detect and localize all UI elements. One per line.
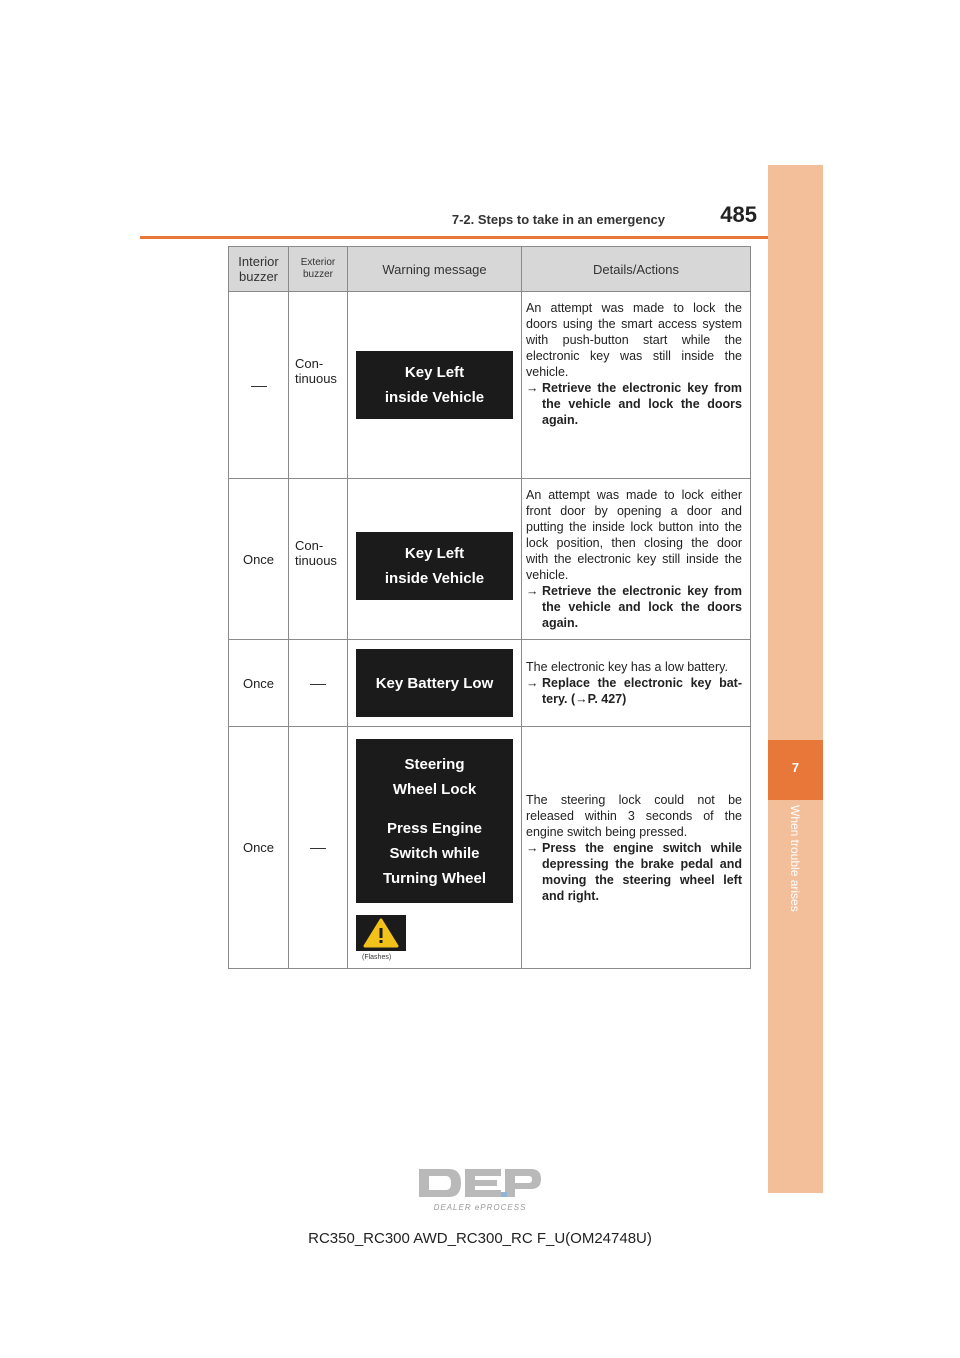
arrow-right-icon: → [526, 676, 539, 690]
action-text: Retrieve the electronic key from the vehicle and lock the doors again. [542, 381, 742, 427]
action-text: Retrieve the electronic key from the vehicle and lock the doors again. [542, 584, 742, 630]
arrow-right-icon: → [526, 584, 539, 598]
flashes-caption: (Flashes) [362, 954, 392, 961]
interior-buzzer-cell: Once [229, 640, 289, 727]
header-interior-buzzer: Interior buzzer [229, 247, 289, 292]
none-dash [310, 848, 326, 849]
none-dash [251, 386, 267, 387]
action-line [526, 380, 742, 428]
table-row [229, 640, 751, 727]
action-line [526, 583, 742, 631]
none-dash [310, 684, 326, 685]
warning-triangle-icon [356, 915, 406, 951]
header-warning-message: Warning message [348, 247, 522, 292]
exterior-buzzer-cell [289, 727, 348, 969]
exterior-buzzer-cell [289, 640, 348, 727]
screen-line: Switch while [389, 844, 480, 862]
action-line [526, 675, 742, 707]
screen-line: Wheel Lock [392, 780, 477, 798]
page-number: 485 [720, 202, 757, 227]
warning-message-cell [348, 292, 522, 479]
display-screen [356, 351, 513, 419]
table-header-row [229, 247, 751, 292]
warning-message-cell [348, 479, 522, 640]
details-text: An attempt was made to lock the doors using the smart access system with push-button start while the electronic key was still inside the vehicle. [526, 301, 742, 379]
details-text: The electronic key has a low battery. [526, 660, 728, 674]
details-text: The steering lock could not be released within 3 seconds of the engine switch being pressed. [526, 792, 742, 839]
table-row [229, 292, 751, 479]
display-screen [356, 532, 513, 600]
chapter-title: When trouble arises [788, 805, 802, 912]
table-row [229, 479, 751, 640]
details-text: An attempt was made to lock either front door by opening a door and putting the inside lock button into the lock position, then closing the door with the electronic key still inside the vehicle. [526, 488, 742, 582]
warning-message-cell [348, 640, 522, 727]
header-exterior-buzzer: Exterior buzzer [289, 247, 348, 292]
interior-buzzer-cell: Once [229, 727, 289, 969]
details-cell [522, 640, 751, 727]
screen-line: Key Left [404, 364, 465, 381]
display-screen [356, 739, 513, 903]
screen-line: inside Vehicle [384, 389, 485, 406]
chapter-number: 7 [791, 760, 800, 775]
arrow-right-icon: → [526, 381, 539, 395]
screen-line: Key Battery Low [375, 674, 494, 692]
warning-table [228, 246, 751, 969]
chapter-title-wrap [782, 805, 802, 1105]
screen-line: Press Engine [386, 819, 483, 837]
header-details-actions: Details/Actions [522, 247, 751, 292]
screen-line: Turning Wheel [382, 869, 487, 887]
action-text: Replace the electronic key bat-tery. (→P. 427) [542, 676, 742, 706]
exterior-buzzer-cell: Con- tinuous [289, 292, 348, 479]
details-cell [522, 292, 751, 479]
display-screen [356, 649, 513, 717]
master-warning-indicator [356, 915, 406, 951]
action-line [526, 840, 742, 904]
chapter-number-box [768, 740, 823, 800]
arrow-right-icon: → [526, 840, 539, 855]
warning-message-cell [348, 727, 522, 969]
screen-line: Key Left [404, 545, 465, 562]
interior-buzzer-cell [229, 292, 289, 479]
exterior-buzzer-cell: Con- tinuous [289, 479, 348, 640]
action-text: Press the engine switch while depressing the brake pedal and moving the steering wheel left and right. [542, 840, 742, 903]
details-cell [522, 479, 751, 640]
section-title: 7-2. Steps to take in an emergency [451, 212, 665, 227]
interior-buzzer-cell: Once [229, 479, 289, 640]
table-row [229, 727, 751, 969]
page-header [140, 200, 815, 239]
screen-line: Steering [404, 755, 465, 773]
screen-line: inside Vehicle [384, 570, 485, 587]
logo-caption: DEALER ePROCESS [433, 1203, 527, 1212]
model-code: RC350_RC300 AWD_RC300_RC F_U(OM24748U) [308, 1230, 652, 1247]
chapter-side-tab [768, 165, 823, 1193]
details-cell [522, 727, 751, 969]
